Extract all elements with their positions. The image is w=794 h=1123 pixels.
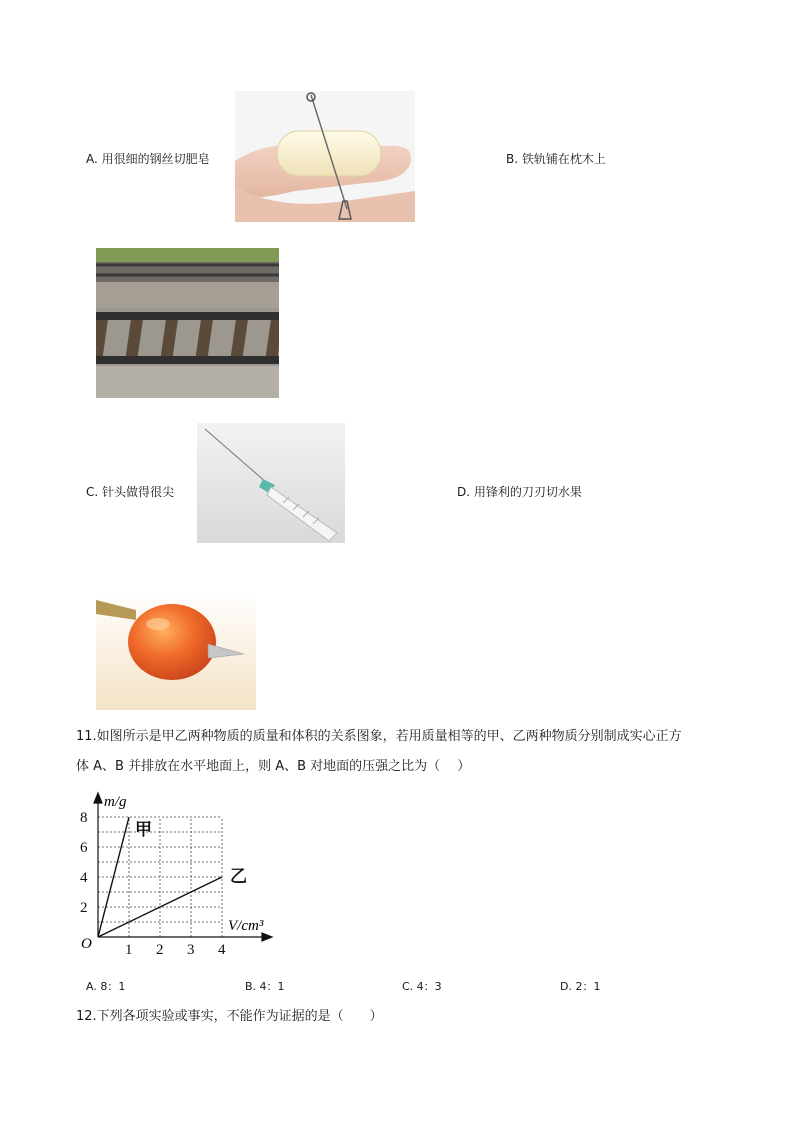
y-tick-label: 6 [80, 840, 88, 856]
series-label-1: 甲 [135, 820, 152, 839]
origin-label: O [81, 936, 92, 952]
needle-illustration [197, 423, 345, 543]
x-tick-label: 4 [218, 942, 226, 958]
x-tick-label: 1 [125, 942, 133, 958]
y-tick-label: 4 [80, 870, 88, 886]
y-tick-label: 8 [80, 810, 88, 826]
soap-wire-image [235, 91, 415, 222]
x-tick-label: 2 [156, 942, 164, 958]
x-axis-arrow [262, 933, 272, 941]
knife-fruit-image [96, 592, 256, 710]
series-label-2: 乙 [230, 867, 247, 886]
question-11-line-2: 体 A、B 并排放在水平地面上，则 A、B 对地面的压强之比为（ ） [76, 759, 471, 774]
x-tick-label: 3 [187, 942, 195, 958]
option-c-label: C. 针头做得很尖 [86, 485, 175, 499]
knife-fruit-illustration [96, 592, 256, 710]
y-axis-arrow [94, 793, 102, 803]
x-axis-label: V/cm³ [228, 918, 264, 934]
choice-d[interactable]: D. 2：1 [560, 980, 601, 993]
railway-image [96, 248, 279, 398]
choice-a[interactable]: A. 8：1 [86, 980, 126, 993]
y-tick-label: 2 [80, 900, 88, 916]
question-12-line-1: 12.下列各项实验或事实，不能作为证据的是（ ） [76, 1009, 383, 1024]
chart-svg [76, 790, 276, 962]
option-a-label: A. 用很细的钢丝切肥皂 [86, 152, 210, 166]
needle-image [197, 423, 345, 543]
mass-volume-chart [76, 790, 276, 962]
y-axis-label: m/g [104, 794, 127, 810]
soap-wire-illustration [235, 91, 415, 222]
option-d-label: D. 用锋利的刀刃切水果 [457, 485, 582, 499]
question-11-line-1: 11.如图所示是甲乙两种物质的质量和体积的关系图象，若用质量相等的甲、乙两种物质分别制成实心正方 [76, 729, 682, 744]
choice-b[interactable]: B. 4：1 [245, 980, 285, 993]
option-b-label: B. 铁轨铺在枕木上 [506, 152, 606, 166]
choice-c[interactable]: C. 4：3 [402, 980, 442, 993]
railway-illustration [96, 248, 279, 398]
